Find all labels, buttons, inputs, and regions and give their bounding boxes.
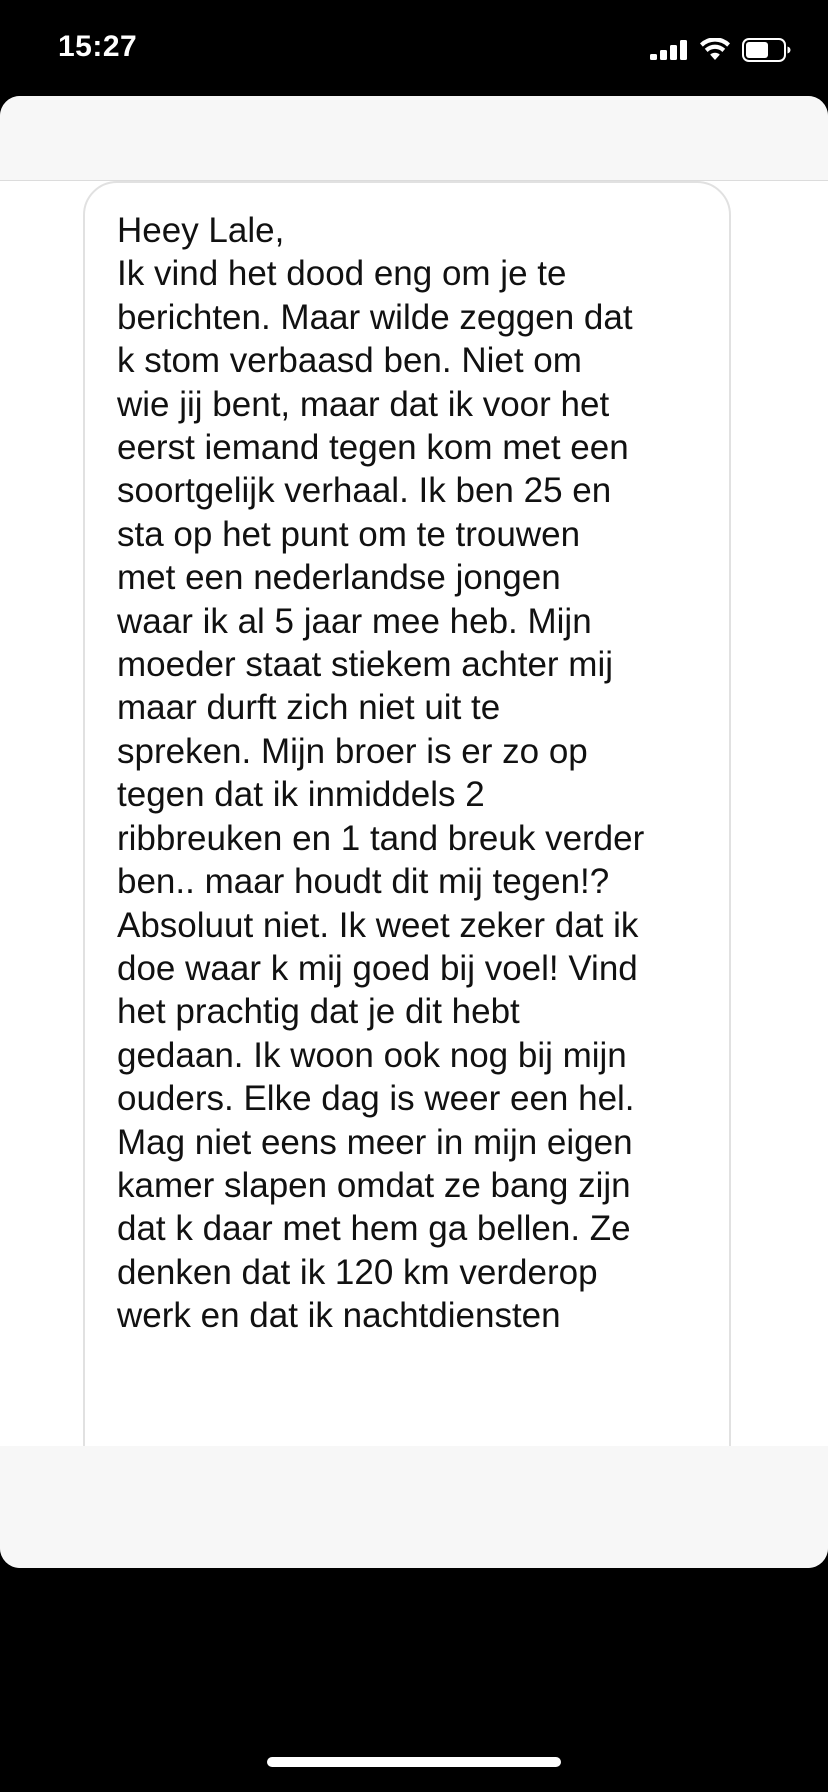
message-bubble [83,181,731,1446]
sheet-header [0,96,828,181]
message-sheet [0,96,828,1568]
status-bar [0,0,828,96]
cellular-signal-icon [650,40,688,60]
home-indicator[interactable] [267,1757,561,1767]
battery-icon [742,38,792,62]
message-text: Heey Lale, Ik vind het dood eng om je te berichten. Maar wilde zeggen dat k stom verbaasd ben. Niet om wie jij bent, maar dat ik voor het eerst iemand tegen kom met een soortgelijk verhaal. Ik ben 25 en sta op het punt om te trouwen met een nederlandse jongen waar ik al 5 jaar mee heb. Mijn moeder staat stiekem achter mij maar durft zich niet uit te spreken. Mijn broer is er zo op tegen dat ik inmiddels 2 ribbreuken en 1 tand breuk verder ben.. maar houdt dit mij tegen!? Absoluut niet. Ik weet zeker dat ik doe waar k mij goed bij voel! Vind het prachtig dat je dit hebt gedaan. Ik woon ook nog bij mijn ouders. Elke dag is weer een hel. Mag niet eens meer in mijn eigen kamer slapen omdat ze bang zijn dat k daar met hem ga bellen. Ze denken dat ik 120 km verderop werk en dat ik nachtdiensten [117,211,645,1336]
status-time: 15:27 [58,30,138,63]
message-scroll-area[interactable] [0,181,828,1446]
sheet-footer [0,1446,828,1568]
wifi-icon [700,38,730,62]
